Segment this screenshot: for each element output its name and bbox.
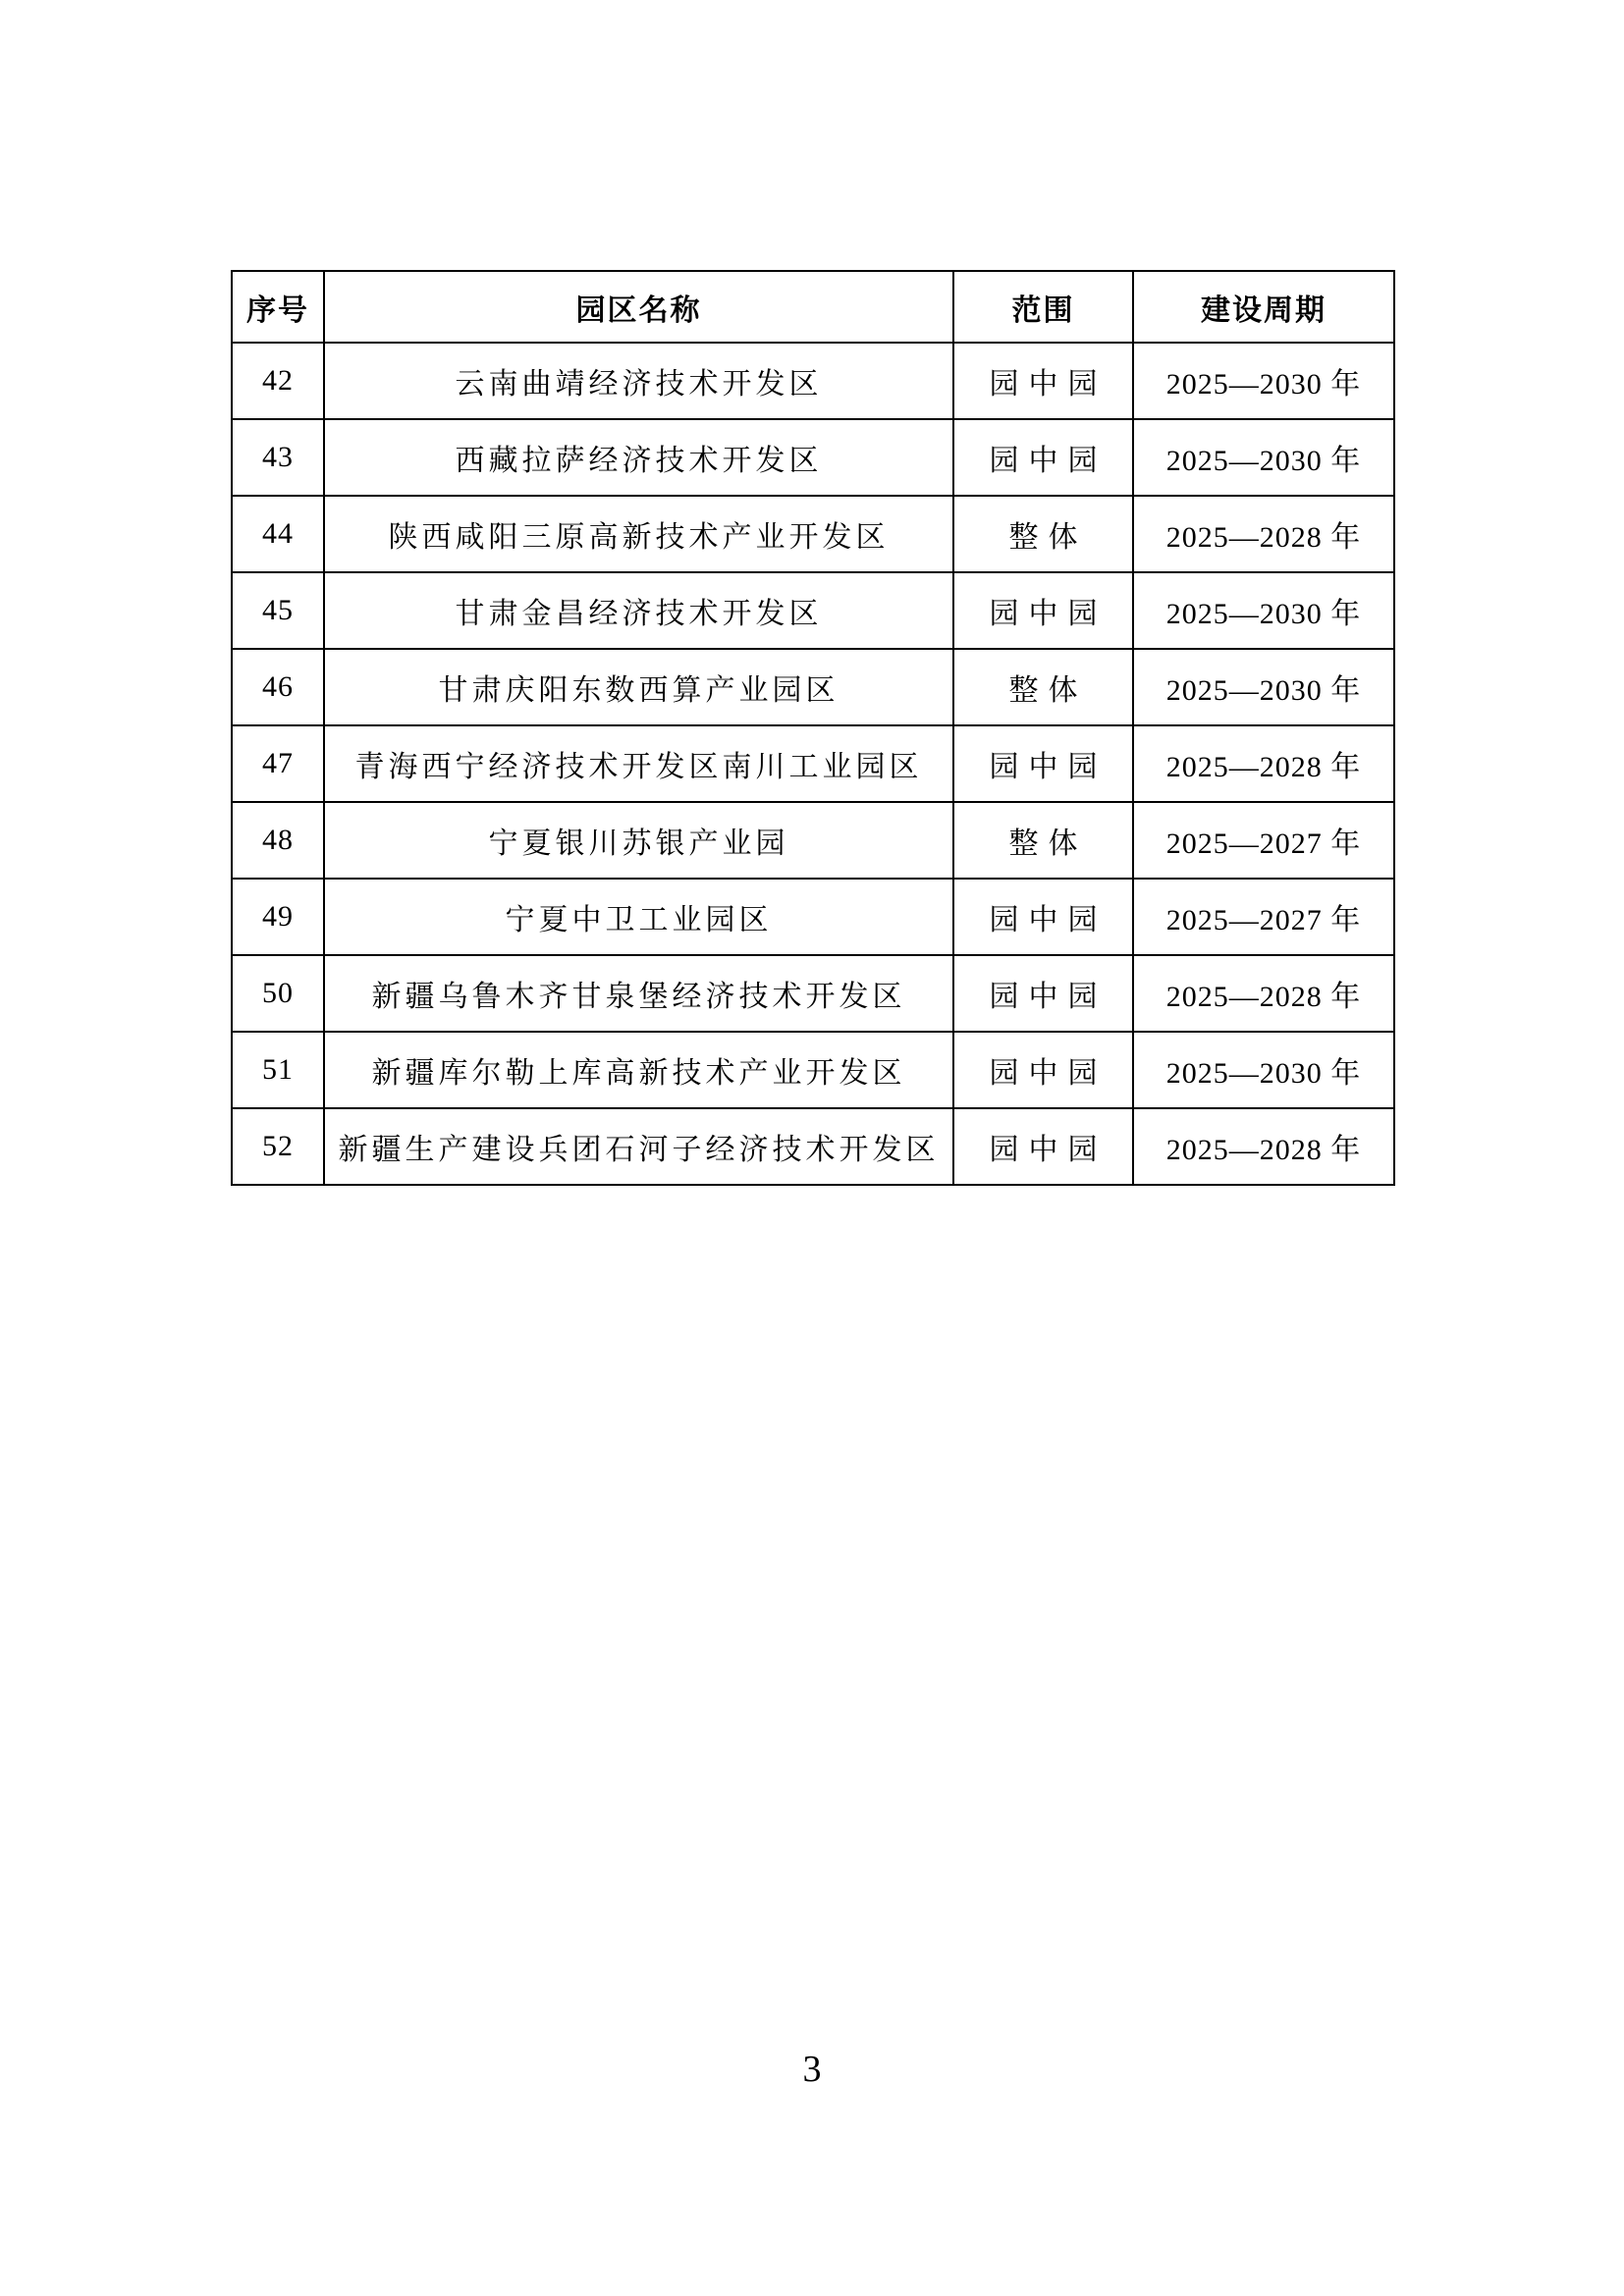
row-build-period: 2025—2030 年 [1133,419,1394,496]
header-build-period: 建设周期 [1133,271,1394,343]
table-header-row [232,271,1394,343]
row-park-name: 甘肃庆阳东数西算产业园区 [324,649,953,725]
row-scope: 园中园 [953,343,1133,419]
row-serial-number: 51 [232,1032,324,1108]
row-park-name: 新疆生产建设兵团石河子经济技术开发区 [324,1108,953,1185]
row-scope: 整体 [953,496,1133,572]
row-serial-number: 42 [232,343,324,419]
row-build-period: 2025—2027 年 [1133,879,1394,955]
table-row [232,496,1394,572]
row-scope: 园中园 [953,955,1133,1032]
row-build-period: 2025—2028 年 [1133,955,1394,1032]
row-scope: 园中园 [953,1032,1133,1108]
row-park-name: 云南曲靖经济技术开发区 [324,343,953,419]
table-row [232,879,1394,955]
row-build-period: 2025—2028 年 [1133,1108,1394,1185]
table-row [232,1108,1394,1185]
row-build-period: 2025—2030 年 [1133,343,1394,419]
row-park-name: 宁夏中卫工业园区 [324,879,953,955]
row-scope: 园中园 [953,419,1133,496]
row-serial-number: 43 [232,419,324,496]
header-scope: 范围 [953,271,1133,343]
row-build-period: 2025—2030 年 [1133,572,1394,649]
header-park-name: 园区名称 [324,271,953,343]
header-serial-number: 序号 [232,271,324,343]
parks-table-container [231,270,1395,1186]
row-serial-number: 50 [232,955,324,1032]
row-scope: 园中园 [953,725,1133,802]
row-park-name: 西藏拉萨经济技术开发区 [324,419,953,496]
table-row [232,725,1394,802]
row-serial-number: 48 [232,802,324,879]
table-row [232,419,1394,496]
row-serial-number: 49 [232,879,324,955]
row-build-period: 2025—2027 年 [1133,802,1394,879]
row-serial-number: 45 [232,572,324,649]
row-serial-number: 47 [232,725,324,802]
row-scope: 园中园 [953,879,1133,955]
row-scope: 园中园 [953,572,1133,649]
row-build-period: 2025—2030 年 [1133,649,1394,725]
row-build-period: 2025—2028 年 [1133,496,1394,572]
row-park-name: 新疆库尔勒上库高新技术产业开发区 [324,1032,953,1108]
row-serial-number: 44 [232,496,324,572]
row-serial-number: 52 [232,1108,324,1185]
table-row [232,649,1394,725]
row-scope: 整体 [953,802,1133,879]
table-row [232,802,1394,879]
table-row [232,343,1394,419]
row-park-name: 新疆乌鲁木齐甘泉堡经济技术开发区 [324,955,953,1032]
row-build-period: 2025—2030 年 [1133,1032,1394,1108]
row-scope: 整体 [953,649,1133,725]
row-build-period: 2025—2028 年 [1133,725,1394,802]
table-row [232,1032,1394,1108]
approved-parks-table [231,270,1395,1186]
row-park-name: 陕西咸阳三原高新技术产业开发区 [324,496,953,572]
table-row [232,955,1394,1032]
table-row [232,572,1394,649]
row-park-name: 甘肃金昌经济技术开发区 [324,572,953,649]
page-number: 3 [802,2049,822,2090]
row-park-name: 青海西宁经济技术开发区南川工业园区 [324,725,953,802]
row-scope: 园中园 [953,1108,1133,1185]
row-serial-number: 46 [232,649,324,725]
row-park-name: 宁夏银川苏银产业园 [324,802,953,879]
